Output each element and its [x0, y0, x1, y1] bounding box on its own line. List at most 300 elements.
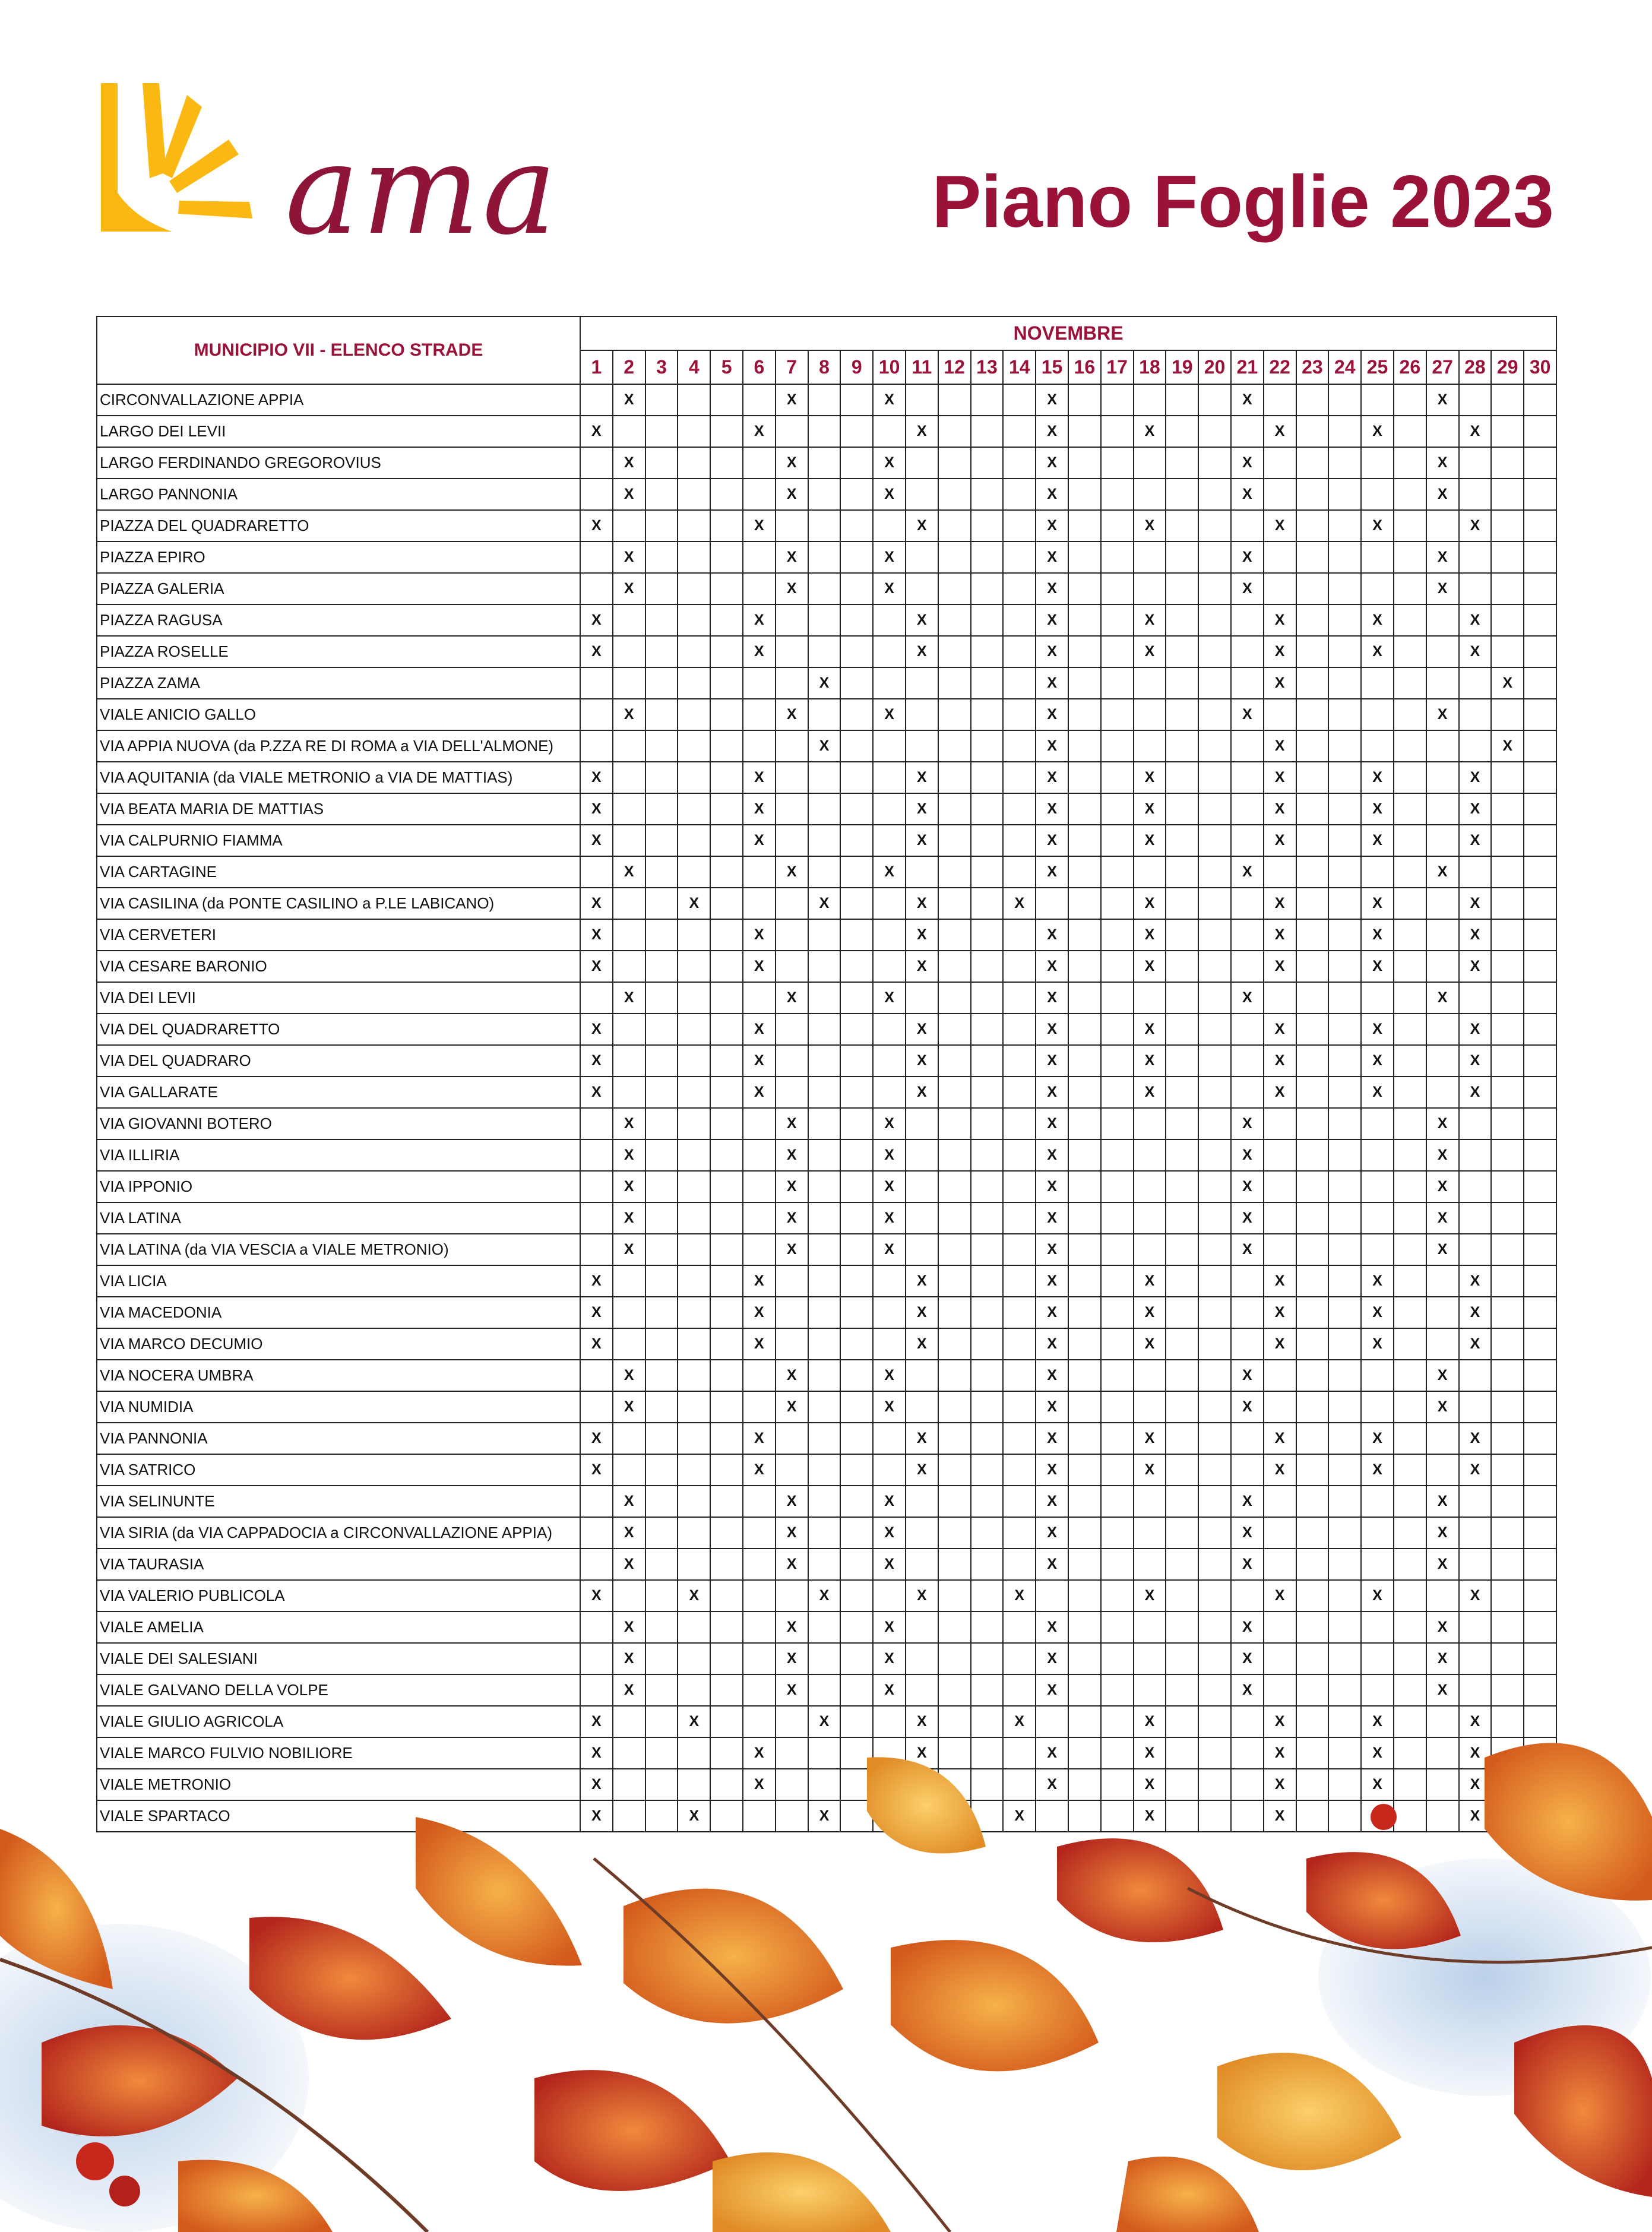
- schedule-cell: X: [906, 1077, 938, 1108]
- schedule-cell: [808, 1612, 841, 1643]
- schedule-cell: X: [1264, 825, 1296, 856]
- schedule-cell: [1198, 1297, 1231, 1328]
- schedule-cell: [1296, 982, 1329, 1014]
- schedule-cell: [678, 1234, 710, 1265]
- schedule-cell: [1524, 1139, 1556, 1171]
- schedule-cell: [1003, 856, 1036, 888]
- schedule-cell: [840, 1423, 873, 1454]
- schedule-cell: [1491, 1643, 1524, 1674]
- list-title: MUNICIPIO VII - ELENCO STRADE: [97, 316, 580, 384]
- schedule-cell: [1524, 699, 1556, 730]
- schedule-cell: [1101, 1391, 1134, 1423]
- schedule-cell: X: [580, 888, 613, 919]
- schedule-cell: [1491, 604, 1524, 636]
- schedule-cell: [1198, 1674, 1231, 1706]
- schedule-cell: [1264, 699, 1296, 730]
- schedule-cell: [1231, 762, 1264, 793]
- schedule-cell: X: [1264, 1423, 1296, 1454]
- schedule-cell: X: [906, 1737, 938, 1769]
- schedule-cell: X: [1426, 699, 1459, 730]
- schedule-cell: [1101, 667, 1134, 699]
- schedule-cell: [645, 762, 678, 793]
- schedule-cell: [743, 1108, 776, 1139]
- schedule-cell: [840, 1549, 873, 1580]
- schedule-cell: [1198, 1549, 1231, 1580]
- schedule-cell: X: [743, 1454, 776, 1486]
- schedule-cell: X: [1264, 1580, 1296, 1612]
- schedule-cell: X: [1361, 1297, 1394, 1328]
- schedule-cell: X: [580, 1706, 613, 1737]
- schedule-cell: [1198, 951, 1231, 982]
- schedule-cell: X: [1361, 416, 1394, 447]
- schedule-cell: [808, 919, 841, 951]
- schedule-cell: X: [1231, 1171, 1264, 1202]
- schedule-cell: [808, 1391, 841, 1423]
- schedule-cell: [1198, 416, 1231, 447]
- schedule-cell: [1459, 479, 1492, 510]
- schedule-cell: [1361, 1139, 1394, 1171]
- schedule-cell: [1328, 1580, 1361, 1612]
- schedule-cell: [1003, 1454, 1036, 1486]
- schedule-cell: [1166, 1612, 1198, 1643]
- schedule-cell: [1524, 1486, 1556, 1517]
- schedule-cell: [1394, 1486, 1426, 1517]
- schedule-cell: X: [1426, 1391, 1459, 1423]
- schedule-cell: [1166, 447, 1198, 479]
- schedule-cell: [1264, 384, 1296, 416]
- schedule-cell: [1003, 1045, 1036, 1077]
- schedule-cell: [1296, 888, 1329, 919]
- schedule-cell: [1459, 1171, 1492, 1202]
- schedule-cell: [840, 1045, 873, 1077]
- schedule-cell: [1394, 1328, 1426, 1360]
- schedule-cell: [710, 510, 743, 542]
- schedule-cell: [873, 888, 906, 919]
- schedule-cell: [938, 1549, 971, 1580]
- schedule-cell: [1394, 1549, 1426, 1580]
- schedule-cell: [808, 1045, 841, 1077]
- schedule-cell: [1361, 542, 1394, 573]
- schedule-cell: X: [1361, 1077, 1394, 1108]
- schedule-cell: X: [1036, 699, 1068, 730]
- schedule-cell: [1068, 951, 1101, 982]
- schedule-cell: [710, 1549, 743, 1580]
- schedule-cell: [678, 604, 710, 636]
- schedule-cell: X: [906, 1045, 938, 1077]
- schedule-cell: [1524, 1423, 1556, 1454]
- schedule-cell: [1068, 793, 1101, 825]
- schedule-cell: X: [873, 1139, 906, 1171]
- schedule-cell: [938, 919, 971, 951]
- day-header: 18: [1134, 350, 1166, 384]
- schedule-cell: [1101, 510, 1134, 542]
- schedule-cell: X: [613, 1674, 645, 1706]
- schedule-cell: [1101, 888, 1134, 919]
- schedule-cell: X: [873, 1549, 906, 1580]
- schedule-cell: [1068, 1643, 1101, 1674]
- schedule-cell: [1166, 1234, 1198, 1265]
- schedule-cell: X: [906, 1014, 938, 1045]
- schedule-cell: [1296, 542, 1329, 573]
- schedule-cell: [645, 793, 678, 825]
- schedule-cell: X: [1036, 1423, 1068, 1454]
- schedule-cell: [1328, 1171, 1361, 1202]
- schedule-cell: X: [1231, 1202, 1264, 1234]
- schedule-cell: [1296, 1391, 1329, 1423]
- schedule-cell: [776, 888, 808, 919]
- schedule-cell: [1328, 479, 1361, 510]
- schedule-cell: [645, 1139, 678, 1171]
- table-row: [97, 447, 1556, 479]
- ama-logo: [101, 83, 564, 262]
- schedule-cell: [1166, 1139, 1198, 1171]
- schedule-cell: X: [580, 1580, 613, 1612]
- schedule-cell: [1524, 982, 1556, 1014]
- schedule-cell: [1198, 1077, 1231, 1108]
- schedule-cell: [743, 982, 776, 1014]
- schedule-cell: [808, 1139, 841, 1171]
- schedule-cell: [971, 416, 1004, 447]
- schedule-cell: [808, 982, 841, 1014]
- schedule-cell: [1361, 1108, 1394, 1139]
- street-name: VIA NUMIDIA: [97, 1391, 580, 1423]
- schedule-cell: [776, 793, 808, 825]
- schedule-cell: [1166, 1328, 1198, 1360]
- schedule-cell: [1491, 479, 1524, 510]
- schedule-cell: [1068, 636, 1101, 667]
- schedule-cell: X: [1231, 447, 1264, 479]
- schedule-cell: X: [1036, 1108, 1068, 1139]
- street-name: VIA DEL QUADRARETTO: [97, 1014, 580, 1045]
- schedule-cell: [1166, 762, 1198, 793]
- schedule-cell: X: [1264, 1265, 1296, 1297]
- schedule-cell: [1524, 1391, 1556, 1423]
- schedule-cell: [1166, 982, 1198, 1014]
- schedule-cell: [710, 888, 743, 919]
- schedule-cell: [1459, 856, 1492, 888]
- schedule-cell: X: [743, 416, 776, 447]
- schedule-cell: X: [906, 888, 938, 919]
- schedule-cell: [808, 951, 841, 982]
- schedule-cell: [1101, 1612, 1134, 1643]
- schedule-cell: [1426, 919, 1459, 951]
- schedule-cell: [808, 447, 841, 479]
- schedule-cell: [1524, 447, 1556, 479]
- schedule-cell: [840, 1486, 873, 1517]
- schedule-cell: [1491, 762, 1524, 793]
- schedule-cell: [1328, 1517, 1361, 1549]
- schedule-cell: [1361, 982, 1394, 1014]
- schedule-cell: [971, 604, 1004, 636]
- schedule-cell: [1068, 479, 1101, 510]
- schedule-cell: [710, 793, 743, 825]
- schedule-cell: [808, 1265, 841, 1297]
- schedule-cell: [1426, 667, 1459, 699]
- schedule-cell: [1296, 1108, 1329, 1139]
- schedule-cell: X: [1459, 1580, 1492, 1612]
- schedule-cell: X: [1361, 951, 1394, 982]
- schedule-cell: [743, 1517, 776, 1549]
- schedule-cell: [906, 1202, 938, 1234]
- schedule-cell: [678, 1517, 710, 1549]
- schedule-cell: [906, 1139, 938, 1171]
- schedule-cell: X: [776, 1171, 808, 1202]
- schedule-cell: [1134, 1202, 1166, 1234]
- schedule-cell: [840, 1517, 873, 1549]
- schedule-cell: [1394, 699, 1426, 730]
- header-row-month: [97, 316, 1556, 350]
- schedule-cell: [906, 1234, 938, 1265]
- schedule-cell: [580, 447, 613, 479]
- schedule-cell: [710, 856, 743, 888]
- schedule-cell: [1003, 636, 1036, 667]
- schedule-cell: [1328, 1549, 1361, 1580]
- schedule-cell: X: [808, 667, 841, 699]
- schedule-cell: [840, 573, 873, 604]
- schedule-cell: X: [1426, 1108, 1459, 1139]
- schedule-cell: [1296, 1014, 1329, 1045]
- schedule-cell: [1068, 919, 1101, 951]
- schedule-cell: X: [1134, 762, 1166, 793]
- schedule-cell: [1394, 1391, 1426, 1423]
- schedule-cell: [1491, 1014, 1524, 1045]
- schedule-cell: X: [613, 1139, 645, 1171]
- schedule-cell: [1524, 825, 1556, 856]
- schedule-cell: [710, 447, 743, 479]
- schedule-cell: [1394, 1014, 1426, 1045]
- schedule-cell: [710, 479, 743, 510]
- schedule-cell: [1394, 1202, 1426, 1234]
- street-name: PIAZZA DEL QUADRARETTO: [97, 510, 580, 542]
- schedule-cell: X: [808, 1800, 841, 1832]
- schedule-cell: [1003, 825, 1036, 856]
- schedule-cell: [645, 730, 678, 762]
- schedule-cell: [1166, 636, 1198, 667]
- schedule-cell: X: [873, 856, 906, 888]
- schedule-cell: [1264, 1517, 1296, 1549]
- schedule-cell: X: [1036, 1517, 1068, 1549]
- schedule-cell: [710, 1423, 743, 1454]
- schedule-cell: X: [1036, 856, 1068, 888]
- schedule-cell: [1101, 416, 1134, 447]
- street-name: VIALE GALVANO DELLA VOLPE: [97, 1674, 580, 1706]
- schedule-cell: [1459, 699, 1492, 730]
- schedule-cell: [1166, 1643, 1198, 1674]
- schedule-cell: [1328, 699, 1361, 730]
- schedule-cell: [938, 1674, 971, 1706]
- schedule-cell: X: [873, 1234, 906, 1265]
- schedule-cell: [1003, 730, 1036, 762]
- schedule-cell: [873, 604, 906, 636]
- schedule-cell: [808, 1171, 841, 1202]
- schedule-cell: [938, 447, 971, 479]
- schedule-cell: [678, 1297, 710, 1328]
- schedule-cell: X: [776, 384, 808, 416]
- schedule-cell: X: [1264, 888, 1296, 919]
- schedule-cell: [743, 1580, 776, 1612]
- table-row: [97, 384, 1556, 416]
- schedule-cell: [1524, 636, 1556, 667]
- schedule-cell: [1296, 1139, 1329, 1171]
- schedule-cell: [1524, 384, 1556, 416]
- schedule-cell: X: [1036, 1486, 1068, 1517]
- schedule-cell: [1198, 1328, 1231, 1360]
- schedule-cell: X: [1361, 510, 1394, 542]
- schedule-cell: X: [1459, 1328, 1492, 1360]
- schedule-cell: X: [906, 416, 938, 447]
- schedule-cell: [808, 1643, 841, 1674]
- schedule-cell: [1426, 636, 1459, 667]
- schedule-cell: [645, 384, 678, 416]
- schedule-cell: [971, 1580, 1004, 1612]
- schedule-cell: [678, 636, 710, 667]
- street-name: VIA TAURASIA: [97, 1549, 580, 1580]
- schedule-cell: [1459, 1139, 1492, 1171]
- schedule-cell: X: [1003, 1800, 1036, 1832]
- schedule-cell: [1491, 825, 1524, 856]
- street-name: VIA AQUITANIA (da VIALE METRONIO a VIA DE MATTIAS): [97, 762, 580, 793]
- schedule-cell: X: [1036, 1045, 1068, 1077]
- schedule-cell: [1134, 1486, 1166, 1517]
- schedule-cell: X: [1459, 416, 1492, 447]
- schedule-cell: [1003, 1171, 1036, 1202]
- schedule-cell: X: [1361, 1454, 1394, 1486]
- schedule-cell: [1361, 1202, 1394, 1234]
- schedule-cell: [710, 1328, 743, 1360]
- schedule-cell: [938, 982, 971, 1014]
- schedule-cell: [1361, 856, 1394, 888]
- schedule-cell: [1459, 1674, 1492, 1706]
- schedule-cell: [1198, 1234, 1231, 1265]
- schedule-cell: [1166, 1202, 1198, 1234]
- schedule-cell: [613, 888, 645, 919]
- schedule-cell: [1231, 604, 1264, 636]
- schedule-cell: X: [1361, 793, 1394, 825]
- schedule-cell: [580, 1360, 613, 1391]
- schedule-cell: [906, 1171, 938, 1202]
- schedule-cell: X: [743, 1297, 776, 1328]
- schedule-cell: [1101, 730, 1134, 762]
- schedule-cell: [840, 604, 873, 636]
- schedule-cell: [1134, 1171, 1166, 1202]
- schedule-cell: X: [1036, 1454, 1068, 1486]
- schedule-cell: [840, 1077, 873, 1108]
- schedule-cell: [1198, 825, 1231, 856]
- schedule-cell: [1134, 1360, 1166, 1391]
- schedule-cell: [1166, 1014, 1198, 1045]
- schedule-cell: [1426, 888, 1459, 919]
- schedule-cell: [1166, 510, 1198, 542]
- schedule-cell: [1101, 856, 1134, 888]
- schedule-cell: [580, 1549, 613, 1580]
- schedule-cell: [1361, 447, 1394, 479]
- schedule-cell: [1296, 1454, 1329, 1486]
- schedule-cell: [1166, 604, 1198, 636]
- schedule-cell: [1101, 951, 1134, 982]
- schedule-cell: [776, 1580, 808, 1612]
- schedule-cell: X: [1036, 510, 1068, 542]
- schedule-cell: [645, 1612, 678, 1643]
- schedule-cell: [1491, 416, 1524, 447]
- schedule-cell: [1296, 1580, 1329, 1612]
- schedule-cell: X: [776, 1643, 808, 1674]
- schedule-cell: [1134, 1643, 1166, 1674]
- schedule-cell: [1296, 1612, 1329, 1643]
- schedule-cell: [1328, 447, 1361, 479]
- schedule-cell: [1394, 982, 1426, 1014]
- street-name: VIA LATINA (da VIA VESCIA a VIALE METRONIO): [97, 1234, 580, 1265]
- schedule-cell: [938, 951, 971, 982]
- schedule-cell: [710, 1454, 743, 1486]
- schedule-cell: [1166, 1171, 1198, 1202]
- schedule-cell: [1426, 604, 1459, 636]
- schedule-cell: [1524, 888, 1556, 919]
- schedule-cell: [1426, 1328, 1459, 1360]
- schedule-cell: [873, 1045, 906, 1077]
- schedule-cell: [710, 667, 743, 699]
- schedule-cell: [1394, 1360, 1426, 1391]
- schedule-cell: [971, 1612, 1004, 1643]
- schedule-cell: [776, 919, 808, 951]
- schedule-cell: [1491, 1297, 1524, 1328]
- schedule-cell: X: [1134, 793, 1166, 825]
- schedule-cell: [580, 1234, 613, 1265]
- schedule-cell: X: [906, 636, 938, 667]
- schedule-cell: [580, 1643, 613, 1674]
- schedule-cell: [1198, 1202, 1231, 1234]
- schedule-cell: X: [1459, 1454, 1492, 1486]
- day-header: 4: [678, 350, 710, 384]
- schedule-cell: X: [1036, 1549, 1068, 1580]
- schedule-cell: [1491, 856, 1524, 888]
- schedule-cell: [1068, 825, 1101, 856]
- schedule-cell: [1003, 1549, 1036, 1580]
- schedule-cell: [1394, 1517, 1426, 1549]
- schedule-cell: X: [776, 1549, 808, 1580]
- schedule-cell: [906, 1360, 938, 1391]
- table-row: [97, 793, 1556, 825]
- schedule-cell: [1296, 1077, 1329, 1108]
- schedule-cell: [808, 510, 841, 542]
- schedule-cell: X: [1264, 919, 1296, 951]
- autumn-leaves-decoration: [0, 1710, 1652, 2232]
- schedule-cell: X: [1361, 1423, 1394, 1454]
- schedule-cell: X: [1134, 888, 1166, 919]
- schedule-cell: [1036, 888, 1068, 919]
- schedule-cell: [1166, 730, 1198, 762]
- schedule-cell: [1101, 1234, 1134, 1265]
- schedule-cell: [678, 416, 710, 447]
- street-name: VIA VALERIO PUBLICOLA: [97, 1580, 580, 1612]
- schedule-cell: [678, 730, 710, 762]
- table-row: [97, 825, 1556, 856]
- schedule-cell: [1426, 951, 1459, 982]
- schedule-cell: [678, 1077, 710, 1108]
- schedule-cell: [1296, 384, 1329, 416]
- schedule-cell: [1198, 1486, 1231, 1517]
- schedule-cell: [1394, 573, 1426, 604]
- schedule-cell: [1394, 1297, 1426, 1328]
- schedule-cell: [971, 479, 1004, 510]
- schedule-cell: [1524, 1234, 1556, 1265]
- schedule-cell: [1003, 1139, 1036, 1171]
- schedule-cell: [1231, 1265, 1264, 1297]
- schedule-cell: [1524, 1045, 1556, 1077]
- schedule-cell: [1003, 1486, 1036, 1517]
- schedule-cell: X: [1134, 1265, 1166, 1297]
- schedule-cell: [906, 856, 938, 888]
- schedule-cell: [678, 447, 710, 479]
